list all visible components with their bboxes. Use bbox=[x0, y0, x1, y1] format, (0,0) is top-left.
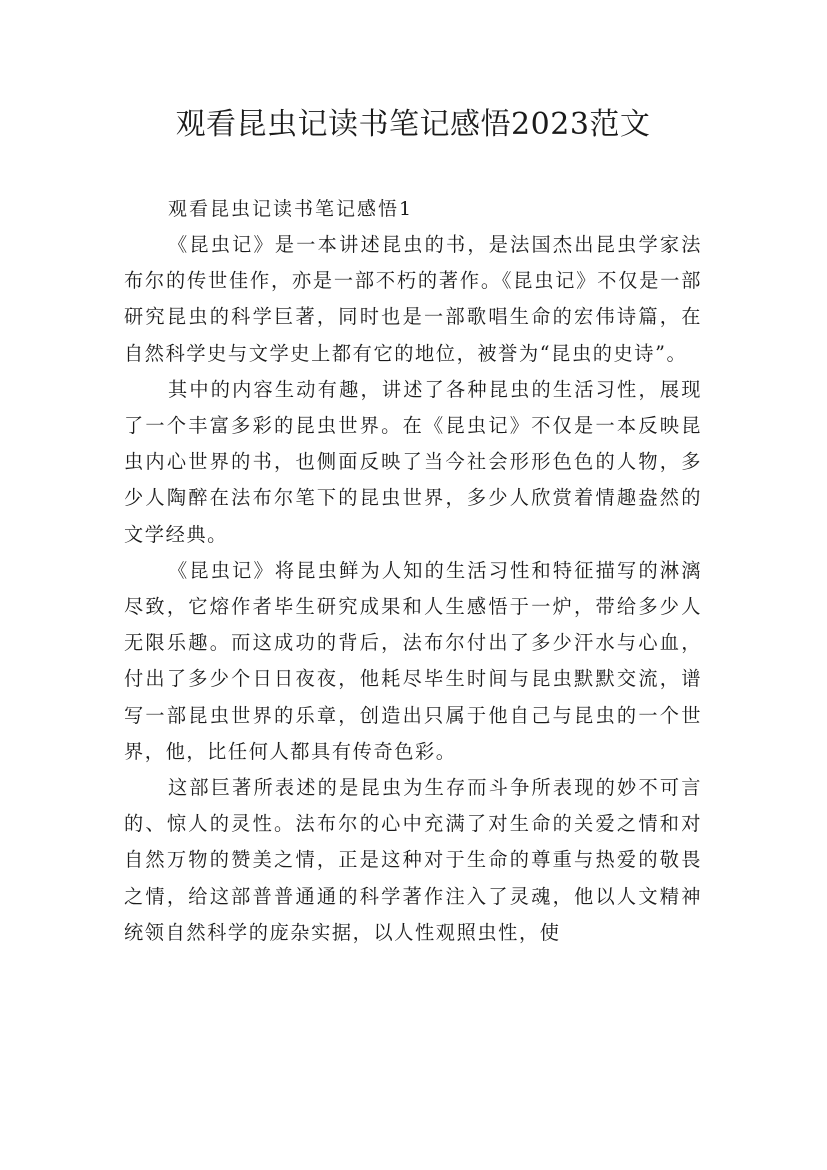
paragraph-2: 其中的内容生动有趣，讲述了各种昆虫的生活习性，展现了一个丰富多彩的昆虫世界。在《昆虫记》不仅是一本反映昆虫内心世界的书，也侧面反映了当今社会形形色色的人物，多少人陶醉在法布尔笔下的昆虫世界，多少人欣赏着情趣盎然的文学经典。 bbox=[124, 377, 702, 546]
paragraph-1: 《昆虫记》是一本讲述昆虫的书，是法国杰出昆虫学家法布尔的传世佳作，亦是一部不朽的著作。《昆虫记》不仅是一部研究昆虫的科学巨著，同时也是一部歌唱生命的宏伟诗篇，在自然科学史与文学史上都有它的地位，被誉为“昆虫的史诗”。 bbox=[124, 233, 702, 365]
paragraph-4: 这部巨著所表述的是昆虫为生存而斗争所表现的妙不可言的、惊人的灵性。法布尔的心中充满了对生命的关爱之情和对自然万物的赞美之情，正是这种对于生命的尊重与热爱的敬畏之情，给这部普普通通的科学著作注入了灵魂，他以人文精神统领自然科学的庞杂实据，以人性观照虫性，使 bbox=[124, 776, 702, 944]
paragraph-3: 《昆虫记》将昆虫鲜为人知的生活习性和特征描写的淋漓尽致，它熔作者毕生研究成果和人生感悟于一炉，带给多少人无限乐趣。而这成功的背后，法布尔付出了多少汗水与心血，付出了多少个日日夜夜，他耗尽毕生时间与昆虫默默交流，谱写一部昆虫世界的乐章，创造出只属于他自己与昆虫的一个世界，他，比任何人都具有传奇色彩。 bbox=[124, 558, 702, 763]
section-heading: 观看昆虫记读书笔记感悟1 bbox=[168, 198, 414, 220]
document-title: 观看昆虫记读书笔记感悟2023范文 bbox=[175, 107, 651, 142]
